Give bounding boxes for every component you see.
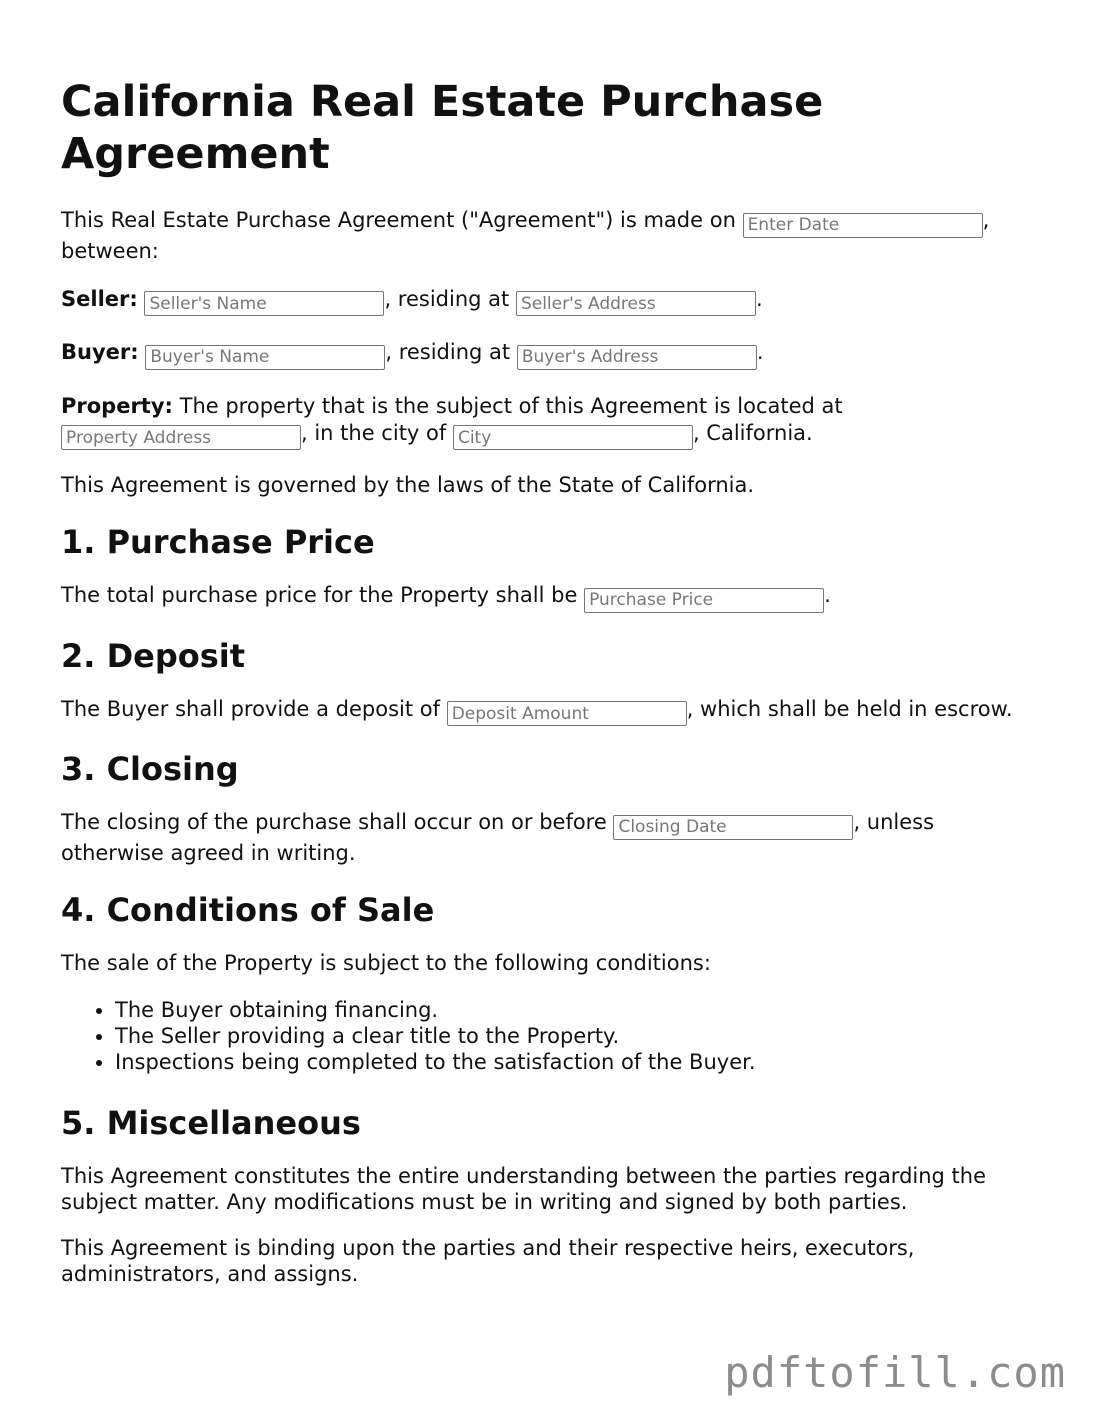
closing-paragraph (61, 809, 961, 867)
watermark-text: pdftofill.com (724, 1348, 1066, 1397)
section-heading-deposit: 2. Deposit (61, 636, 246, 675)
document-page (61, 76, 1051, 1287)
buyer-residing-text: , residing at (385, 340, 517, 364)
document-title: California Real Estate Purchase Agreement (61, 77, 824, 179)
property-text-end: , California. (692, 420, 813, 445)
purchase-price-text-end: . (824, 583, 831, 607)
deposit-text-end: , which shall be held in escrow. (686, 696, 1013, 721)
property-city-field[interactable] (453, 425, 693, 450)
conditions-list (61, 997, 1051, 1075)
misc-paragraph-1: This Agreement constitutes the entire understanding between the parties regarding the subject matter. Any modifications must be in writing and signed by both parties. (61, 1163, 987, 1214)
property-label: Property: (61, 393, 173, 418)
seller-address-field[interactable] (516, 291, 756, 316)
buyer-name-field[interactable] (145, 345, 385, 370)
closing-text-end: , unless otherwise agreed in writing. (61, 810, 935, 865)
seller-line-end: . (755, 286, 763, 311)
property-city-text: , in the city of (301, 420, 453, 445)
section-heading-miscellaneous: 5. Miscellaneous (61, 1103, 361, 1142)
list-item: • The Seller providing a clear title to the Property. (115, 1023, 1051, 1049)
list-item: • Inspections being completed to the satisfaction of the Buyer. (115, 1049, 1051, 1075)
list-item: • The Buyer obtaining financing. (115, 997, 1051, 1023)
section-heading-conditions: 4. Conditions of Sale (61, 890, 435, 929)
buyer-line (61, 339, 1051, 370)
buyer-address-field[interactable] (517, 345, 757, 370)
property-text: The property that is the subject of this Agreement is located at (172, 393, 843, 418)
intro-text: This Real Estate Purchase Agreement ("Agreement") is made on (61, 208, 743, 232)
property-paragraph (61, 393, 1051, 451)
seller-name-field[interactable] (144, 291, 384, 316)
buyer-line-end: . (756, 340, 764, 364)
seller-label: Seller: (61, 286, 138, 311)
closing-text: The closing of the purchase shall occur on or before (61, 810, 614, 834)
intro-text-end: , between: (61, 208, 990, 263)
buyer-label: Buyer: (61, 340, 139, 364)
intro-paragraph (61, 207, 1051, 265)
purchase-price-paragraph (61, 582, 1051, 613)
misc-paragraph-2: This Agreement is binding upon the parties and their respective heirs, executors, administrators, and assigns. (61, 1235, 915, 1286)
seller-line (61, 286, 1051, 317)
deposit-text: The Buyer shall provide a deposit of (61, 696, 447, 721)
deposit-paragraph (61, 696, 1051, 727)
purchase-price-field[interactable] (584, 588, 824, 613)
agreement-date-field[interactable] (743, 213, 983, 238)
purchase-price-text: The total purchase price for the Property shall be (61, 583, 585, 607)
section-heading-purchase-price: 1. Purchase Price (61, 523, 375, 561)
section-heading-closing: 3. Closing (61, 750, 239, 788)
seller-residing-text: , residing at (384, 286, 516, 311)
deposit-amount-field[interactable] (447, 701, 687, 726)
property-address-field[interactable] (61, 425, 301, 450)
conditions-intro: The sale of the Property is subject to the following conditions: (61, 950, 711, 975)
closing-date-field[interactable] (613, 815, 853, 840)
governing-law-paragraph: This Agreement is governed by the laws of the State of California. (61, 473, 755, 497)
